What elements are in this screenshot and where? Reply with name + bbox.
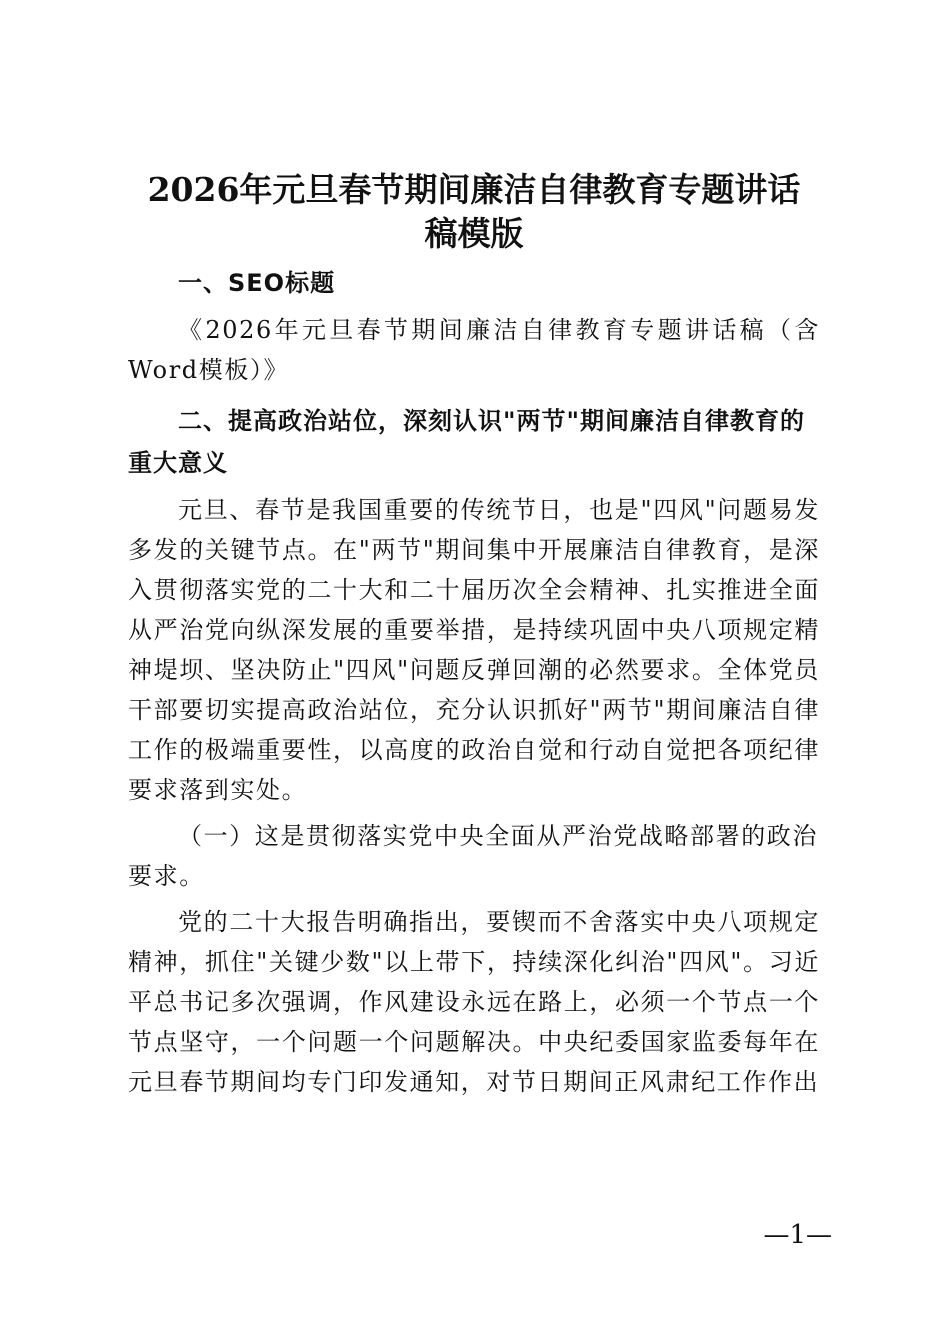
title-line-1: 2026年元旦春节期间廉洁自律教育专题讲话	[147, 170, 801, 209]
document-title	[128, 168, 820, 256]
page-number: —1—	[763, 1220, 832, 1250]
section-2-paragraph: 元旦、春节是我国重要的传统节日，也是"四风"问题易发多发的关键节点。在"两节"期间集中开展廉洁自律教育，是深入贯彻落实党的二十大和二十届历次全会精神、扎实推进全面从严治党向纵深发展的重要举措，是持续巩固中央八项规定精神堤坝、坚决防止"四风"问题反弹回潮的必然要求。全体党员干部要切实提高政治站位，充分认识抓好"两节"期间廉洁自律工作的极端重要性，以高度的政治自觉和行动自觉把各项纪律要求落到实处。	[128, 496, 820, 804]
section-2-heading: 二、提高政治站位，深刻认识"两节"期间廉洁自律教育的重大意义	[128, 407, 806, 477]
title-line-2: 稿模版	[424, 214, 524, 253]
subsection-1-heading: （一）这是贯彻落实党中央全面从严治党战略部署的政治要求。	[128, 822, 818, 890]
subsection-1-paragraph: 党的二十大报告明确指出，要锲而不舍落实中央八项规定精神，抓住"关键少数"以上带下，持续深化纠治"四风"。习近平总书记多次强调，作风建设永远在路上，必须一个节点一个节点坚守，一个问题一个问题解决。中央纪委国家监委每年在元旦春节期间均专门印发通知，对节日期间正风肃纪工作作出	[128, 908, 820, 1096]
document-body	[128, 168, 820, 1102]
seo-title-paragraph: 《2026年元旦春节期间廉洁自律教育专题讲话稿（含Word模板）》	[128, 316, 820, 384]
seo-heading: 一、SEO标题	[178, 269, 336, 297]
